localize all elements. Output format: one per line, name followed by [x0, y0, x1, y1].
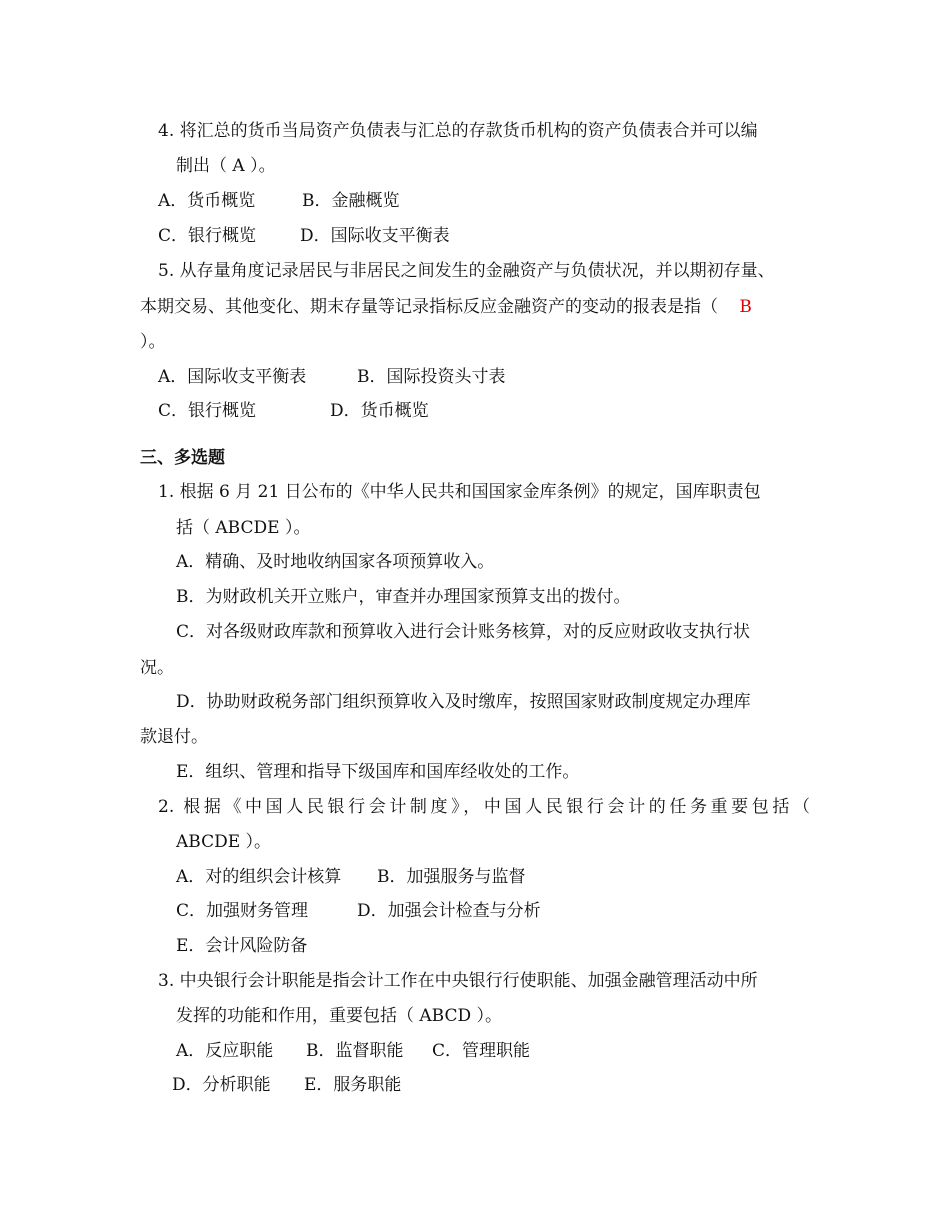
q5-stem-line2-text: 本期交易、其他变化、期末存量等记录指标反应金融资产的变动的报表是指（	[140, 297, 718, 317]
m3-option-b: B．监督职能	[306, 1041, 404, 1061]
q4-option-b: B．金融概览	[302, 191, 400, 211]
m1-option-d-line2: 款退付。	[140, 727, 208, 747]
m3-option-e: E．服务职能	[304, 1075, 402, 1095]
q5-stem-line3: ）。	[140, 332, 166, 352]
q4-option-d: D．国际收支平衡表	[300, 226, 450, 246]
q4-option-c: C．银行概览	[158, 226, 257, 246]
m1-option-c-line1: C．对各级财政库款和预算收入进行会计账务核算，对的反应财政收支执行状	[176, 622, 751, 642]
m1-option-c-line2: 况。	[140, 658, 174, 678]
q4-stem-line2-pre: 制出（	[176, 156, 227, 176]
m2-option-b: B．加强服务与监督	[377, 867, 526, 887]
q4-answer: A	[232, 156, 245, 176]
m1-option-d-line1: D．协助财政税务部门组织预算收入及时缴库，按照国家财政制度规定办理库	[176, 692, 751, 712]
section-heading: 三、多选题	[140, 448, 225, 468]
m1-stem-line1: 1. 根据 6 月 21 日公布的《中华人民共和国国家金库条例》的规定，国库职责包	[158, 482, 761, 502]
m1-stem-line2: 括（ ABCDE ）。	[176, 518, 311, 538]
q5-option-d: D．货币概览	[330, 401, 429, 421]
q4-stem-line2-post: ）。	[250, 156, 276, 176]
m3-stem-line2: 发挥的功能和作用，重要包括（ ABCD ）。	[176, 1006, 503, 1026]
q4-stem-line1: 4. 将汇总的货币当局资产负债表与汇总的存款货币机构的资产负债表合并可以编	[158, 121, 758, 141]
q5-stem-line2	[140, 295, 752, 319]
q5-stem-line1: 5. 从存量角度记录居民与非居民之间发生的金融资产与负债状况，并以期初存量、	[158, 261, 775, 281]
m1-option-a: A．精确、及时地收纳国家各项预算收入。	[176, 552, 495, 572]
m3-option-a: A．反应职能	[176, 1041, 274, 1061]
m2-option-c: C．加强财务管理	[176, 901, 309, 921]
m2-option-d: D．加强会计检查与分析	[357, 901, 541, 921]
m3-option-c: C．管理职能	[432, 1041, 531, 1061]
q5-option-c: C．银行概览	[158, 401, 257, 421]
q5-option-b: B．国际投资头寸表	[357, 367, 506, 387]
q4-option-a: A．货币概览	[158, 191, 256, 211]
m1-option-b: B．为财政机关开立账户，审查并办理国家预算支出的拨付。	[176, 587, 631, 607]
m3-stem-line1: 3. 中央银行会计职能是指会计工作在中央银行行使职能、加强金融管理活动中所	[158, 971, 758, 991]
m2-stem-line1: 2. 根据《中国人民银行会计制度》，中国人民银行会计的任务重要包括（	[158, 797, 810, 817]
m2-option-a: A．对的组织会计核算	[176, 867, 342, 887]
m2-stem-line2: ABCDE ）。	[176, 832, 272, 852]
q5-answer: B	[739, 297, 752, 317]
q4-stem-line2	[176, 154, 276, 178]
q5-option-a: A．国际收支平衡表	[158, 367, 307, 387]
m2-option-e: E．会计风险防备	[176, 936, 308, 956]
m1-option-e: E．组织、管理和指导下级国库和国库经收处的工作。	[176, 762, 580, 782]
m3-option-d: D．分析职能	[172, 1075, 271, 1095]
